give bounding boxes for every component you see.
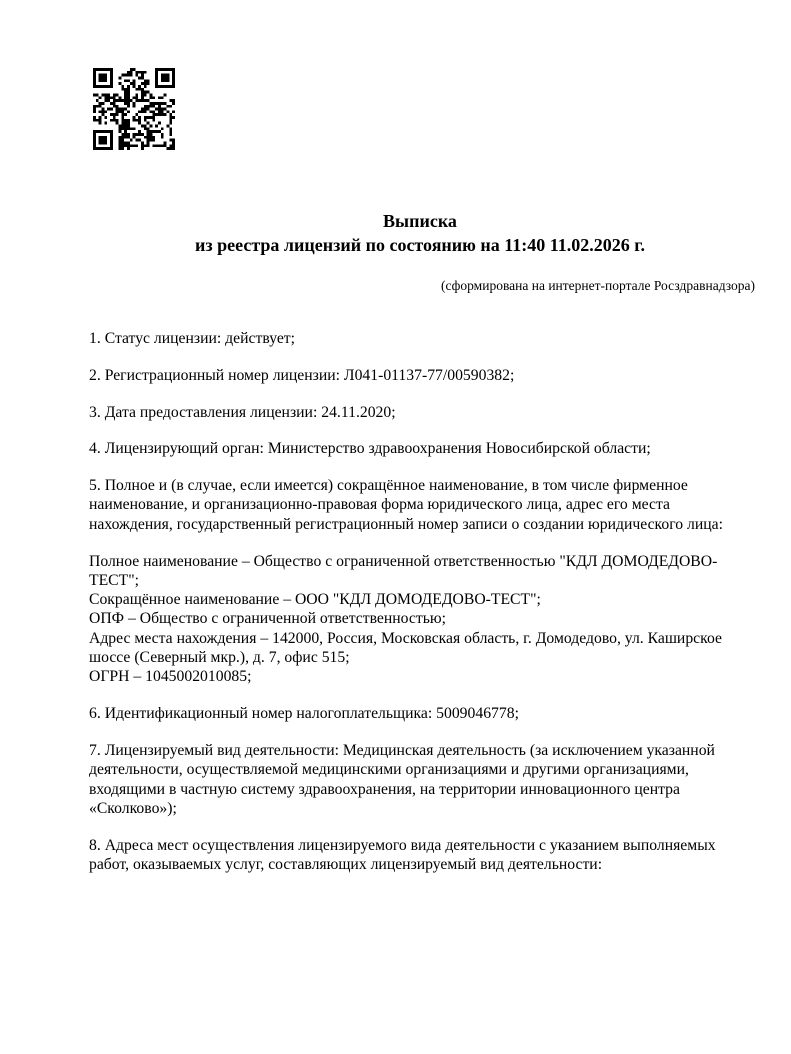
- document-body: [89, 329, 725, 892]
- qr-code-icon: [93, 68, 175, 150]
- org-short-name: Сокращённое наименование – ООО "КДЛ ДОМОДЕДОВО-ТЕСТ";: [89, 591, 541, 609]
- formation-note: (сформирована на интернет-портале Росздравнадзора): [440, 278, 755, 293]
- para-license-date: 3. Дата предоставления лицензии: 24.11.2020;: [89, 403, 396, 421]
- title-line-1: Выписка: [383, 211, 457, 231]
- para-license-status: 1. Статус лицензии: действует;: [89, 330, 296, 347]
- para-org-names-intro: 5. Полное и (в случае, если имеется) сокращённое наименование, в том числе фирменное наименование, и организационно-правовая форма юридического лица, адрес его места нахождения, государственный регистрационный номер записи о создании юридического лица:: [89, 477, 723, 533]
- org-legal-form: ОПФ – Общество с ограниченной ответственностью;: [89, 610, 446, 628]
- para-activity-type: 7. Лицензируемый вид деятельности: Медицинская деятельность (за исключением указанной деятельности, осуществляемой медицинскими организациями и другими организациями, входящими в частную систему здравоохранения, на территории инновационного центра «Сколково»);: [89, 741, 715, 817]
- para-activity-addresses-intro: 8. Адреса мест осуществления лицензируемого вида деятельности с указанием выполняемых работ, оказываемых услуг, составляющих лицензируемый вид деятельности:: [89, 836, 716, 873]
- org-address: Адрес места нахождения – 142000, Россия, Московская область, г. Домодедово, ул. Каширское шоссе (Северный мкр.), д. 7, офис 515;: [89, 629, 722, 667]
- document-title: [90, 209, 750, 257]
- para-taxpayer-number: 6. Идентификационный номер налогоплательщика: 5009046778;: [89, 705, 519, 723]
- org-full-name: Полное наименование – Общество с ограниченной ответственностью "КДЛ ДОМОДЕДОВО-ТЕСТ";: [89, 552, 718, 589]
- para-license-number: 2. Регистрационный номер лицензии: Л041-01137-77/00590382;: [89, 366, 515, 384]
- title-line-2: из реестра лицензий по состоянию на 11:40 11.02.2026 г.: [195, 235, 645, 255]
- organization-details-block: [89, 552, 725, 687]
- org-ogrn: ОГРН – 1045002010085;: [89, 668, 252, 686]
- para-licensing-authority: 4. Лицензирующий орган: Министерство здравоохранения Новосибирской области;: [89, 440, 651, 458]
